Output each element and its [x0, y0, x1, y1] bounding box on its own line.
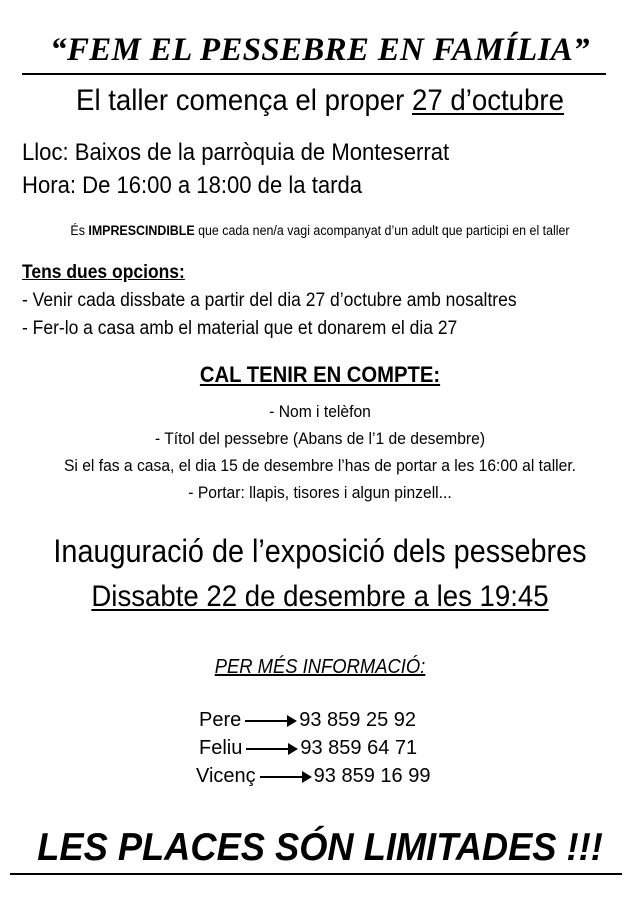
contact-row	[196, 765, 430, 788]
contact-row	[199, 709, 416, 732]
requirement-item: - Nom i telèfon	[269, 402, 371, 421]
requirements-heading: CAL TENIR EN COMPTE:	[199, 362, 441, 387]
time-line: Hora: De 16:00 a 18:00 de la tarda	[22, 172, 363, 199]
requirement-item: - Títol del pessebre (Abans de l’1 de desembre)	[154, 429, 486, 448]
inauguration-date-text: Dissabte 22 de desembre a les 19:45	[91, 580, 549, 613]
option-item: - Fer-lo a casa amb el material que et donarem el dia 27	[22, 318, 458, 339]
inauguration-date	[26, 580, 615, 614]
note-prefix: És	[70, 223, 89, 238]
contact-row	[199, 737, 417, 760]
requirement-note	[26, 223, 615, 238]
requirement-item: - Portar: llapis, tisores i algun pinzell...	[188, 483, 452, 502]
arrow-right-icon	[245, 720, 295, 722]
more-info-heading: PER MÉS INFORMACIÓ:	[214, 656, 426, 678]
limited-places-notice: LES PLACES SÓN LIMITADES !!!	[37, 826, 603, 869]
contact-name: Pere	[199, 709, 242, 731]
start-date: 27 d’octubre	[412, 84, 564, 117]
arrow-right-icon	[246, 748, 296, 750]
start-date-line	[26, 84, 615, 118]
arrow-right-icon	[260, 776, 310, 778]
options-heading: Tens dues opcions:	[22, 262, 185, 283]
title-underline	[22, 73, 606, 75]
location-line: Lloc: Baixos de la parròquia de Monteserrat	[22, 139, 450, 166]
contact-name: Feliu	[199, 737, 243, 759]
poster-title: “FEM EL PESSEBRE EN FAMÍLIA”	[50, 32, 590, 68]
inauguration-heading: Inauguració de l’exposició dels pessebres	[53, 533, 587, 569]
option-item: - Venir cada dissbate a partir del dia 27 d’octubre amb nosaltres	[22, 290, 517, 311]
contact-name: Vicenç	[196, 765, 256, 787]
start-prefix: El taller comença el proper	[76, 84, 413, 117]
requirement-item: Si el fas a casa, el dia 15 de desembre l’has de portar a les 16:00 al taller.	[63, 456, 577, 475]
contact-phone: 93 859 64 71	[300, 737, 418, 759]
contact-phone: 93 859 25 92	[299, 709, 417, 731]
contact-phone: 93 859 16 99	[313, 765, 431, 787]
note-suffix: que cada nen/a vagi acompanyat d’un adult que participi en el taller	[194, 223, 570, 238]
limited-underline	[10, 873, 622, 875]
note-emphasis: IMPRESCINDIBLE	[88, 223, 195, 238]
